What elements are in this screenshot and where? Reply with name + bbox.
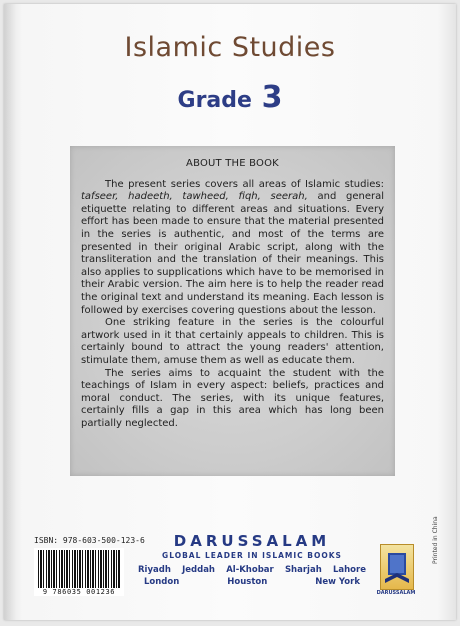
about-panel — [70, 146, 395, 476]
city: Lahore — [332, 565, 366, 575]
barcode-number: 9 786035 001236 — [42, 588, 116, 596]
publisher-brand — [132, 532, 372, 588]
about-heading: ABOUT THE BOOK — [186, 158, 279, 169]
about-p1-b: and general etiquette relating to different areas and situations. Every effort has been made to ensure that the material presented in the series is authentic, and most of the terms are presented in their original Arabic script, along with the transliteration and the translation of their meanings. This also applies to supplications which have to be memorised in their Arabic version. The aim here is to help the reader read the original text and understand its meaning. Each lesson is followed by exercises covering questions about the lesson. — [81, 191, 384, 316]
logo-caption: DARUSSALAM — [376, 590, 416, 596]
about-p1-italic: tafseer, hadeeth, tawheed, fiqh, seerah, — [81, 191, 308, 203]
grade-label: Grade — [177, 88, 252, 113]
barcode — [34, 548, 124, 596]
book-logo-icon — [381, 545, 413, 589]
about-paragraph-2: One striking feature in the series is the colourful artwork used in it that certainly appeals to children. This is certainly bound to attract the young readers' attention, stimulate them, amuse them as well as educate them. — [81, 317, 384, 366]
city: Sharjah — [284, 565, 322, 575]
about-paragraph-1 — [81, 179, 384, 318]
city: Jeddah — [182, 565, 215, 575]
grade-title — [4, 80, 456, 115]
city: Houston — [227, 577, 268, 587]
about-text — [81, 158, 384, 430]
publisher-block — [28, 532, 428, 602]
book-title: Islamic Studies — [124, 32, 336, 63]
city: London — [144, 577, 180, 587]
grade-number: 3 — [261, 80, 283, 115]
city: Riyadh — [138, 565, 171, 575]
about-p1-a: The present series covers all areas of Islamic studies: — [105, 178, 384, 190]
publisher-logo-icon — [380, 544, 414, 590]
publisher-cities — [132, 564, 372, 588]
barcode-bars — [38, 550, 120, 588]
city: New York — [315, 577, 360, 587]
city: Al-Khobar — [226, 565, 274, 575]
about-paragraph-3: The series aims to acquaint the student with the teachings of Islam in every aspect: beliefs, practices and moral conduct. The series, with its unique features, certainly fills a gap in this area which has long been partially neglected. — [81, 367, 384, 429]
back-cover — [4, 4, 456, 620]
cities-row-2 — [132, 576, 372, 588]
publisher-tagline: GLOBAL LEADER IN ISLAMIC BOOKS — [162, 551, 342, 560]
cities-row-1 — [132, 564, 372, 576]
printed-in-label: Printed in China — [432, 516, 439, 564]
publisher-name: DARUSSALAM — [173, 532, 331, 550]
isbn-label: ISBN: 978-603-500-123-6 — [34, 536, 145, 545]
